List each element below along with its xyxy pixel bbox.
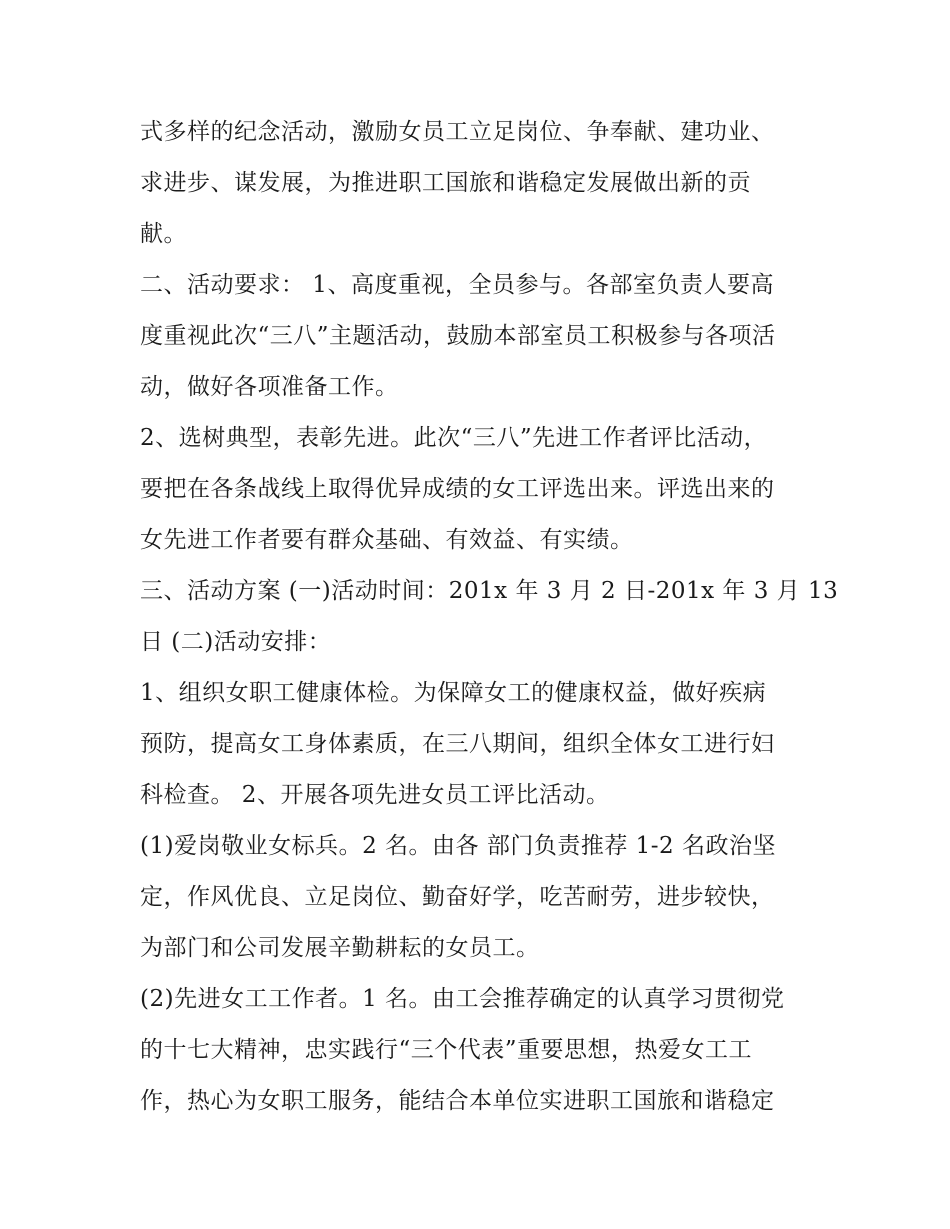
- document-body: [140, 107, 839, 1127]
- text-line: 的十七大精神，忠实践行“三个代表”重要思想，热爱女工工: [140, 1037, 753, 1063]
- text-line: 2、选树典型，表彰先进。此次“三八”先进工作者评比活动，: [140, 425, 768, 451]
- text-line: 定，作风优良、立足岗位、勤奋好学，吃苦耐劳，进步较快，: [140, 884, 775, 910]
- text-line: 日 (二)活动安排：: [140, 629, 332, 655]
- text-line: 要把在各条战线上取得优异成绩的女工评选出来。评选出来的: [140, 476, 775, 502]
- section-heading-line: 三、活动方案 (一)活动时间：201x 年 3 月 2 日-201x 年 3 月 13: [140, 578, 839, 604]
- text-line: (1)爱岗敬业女标兵。2 名。由各 部门负责推荐 1-2 名政治坚: [140, 833, 776, 859]
- text-line: 为部门和公司发展辛勤耕耘的女员工。: [140, 935, 540, 961]
- text-line: 预防，提高女工身体素质，在三八期间，组织全体女工进行妇: [140, 731, 775, 757]
- text-line: 献。: [140, 221, 187, 247]
- text-line: (2)先进女工工作者。1 名。由工会推荐确定的认真学习贯彻党: [140, 986, 785, 1012]
- text-line: 作，热心为女职工服务，能结合本单位实进职工国旅和谐稳定: [140, 1088, 775, 1114]
- text-line: 式多样的纪念活动，激励女员工立足岗位、争奉献、建功业、: [140, 119, 775, 145]
- section-heading-line: 二、活动要求： 1、高度重视，全员参与。各部室负责人要高: [140, 272, 774, 298]
- text-line: 科检查。 2、开展各项先进女员工评比活动。: [140, 782, 610, 808]
- text-line: 动，做好各项准备工作。: [140, 374, 399, 400]
- text-line: 女先进工作者要有群众基础、有效益、有实绩。: [140, 527, 634, 553]
- text-line: 求进步、谋发展，为推进职工国旅和谐稳定发展做出新的贡: [140, 170, 751, 196]
- text-line: 度重视此次“三八”主题活动，鼓励本部室员工积极参与各项活: [140, 323, 776, 349]
- text-line: 1、组织女职工健康体检。为保障女工的健康权益，做好疾病: [140, 680, 767, 706]
